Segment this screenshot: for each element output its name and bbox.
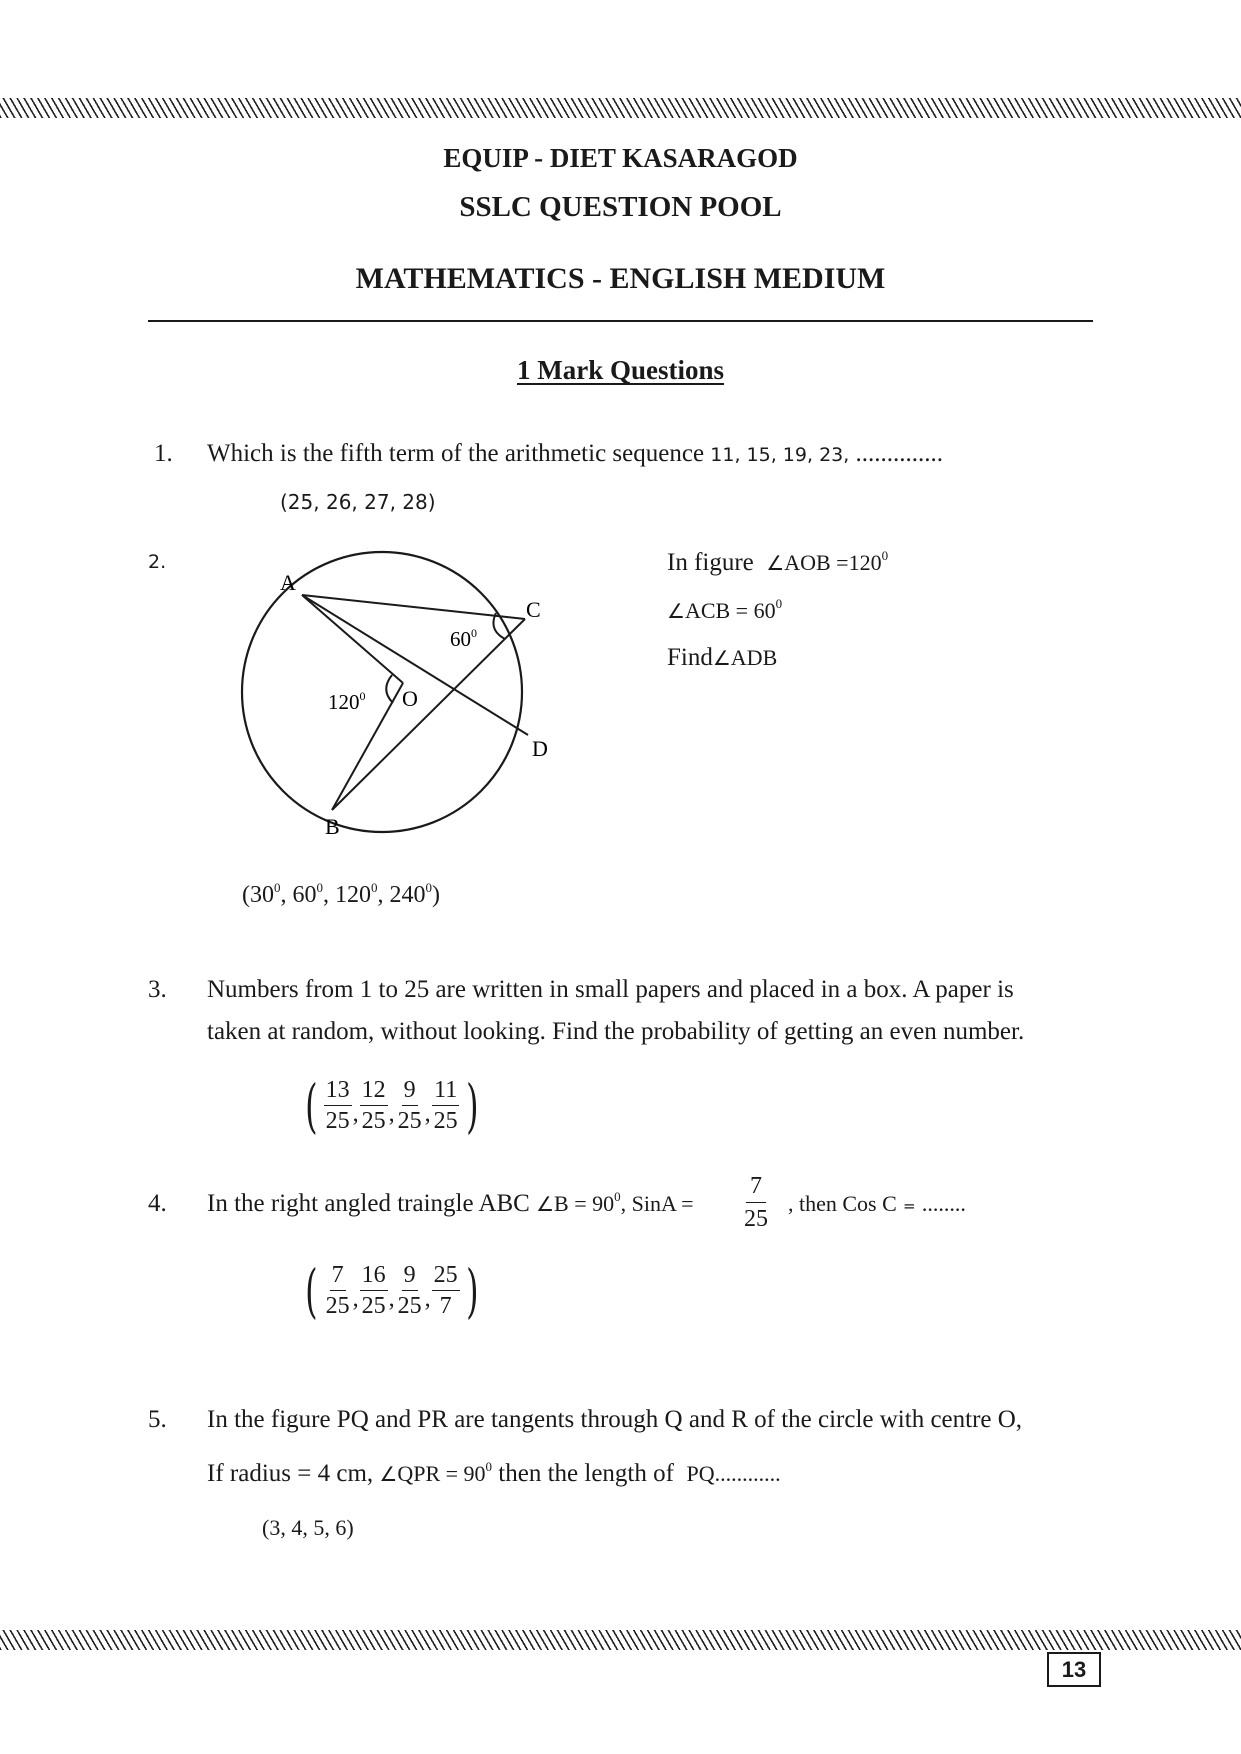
page-number: 13 (1047, 1652, 1101, 1687)
question-2-given-1: In figure ∠AOB $=120^0$ (667, 548, 889, 576)
subject-title: MATHEMATICS - ENGLISH MEDIUM (355, 262, 886, 295)
question-3-line-2: taken at random, without looking. Find the probability of getting an even number. (207, 1018, 1025, 1045)
org-title: EQUIP - DIET KASARAGOD (443, 143, 798, 173)
question-2-given-2: ∠ACB = $60^0$ (667, 596, 783, 623)
angle-c-value: $60^0$ (450, 626, 477, 651)
angle-icon: ∠ (667, 599, 685, 623)
question-3-number: 3. (148, 976, 167, 1003)
question-4-number: 4. (148, 1190, 167, 1217)
top-hatch-border (0, 98, 1241, 118)
question-5-line-1: In the figure PQ and PR are tangents through Q and R of the circle with centre O, (207, 1406, 1023, 1433)
angle-o-value: $120^0$ (328, 689, 366, 714)
question-1-prompt: Which is the fifth term of the arithmetic sequence (207, 440, 705, 467)
pool-title: SSLC QUESTION POOL (459, 191, 782, 223)
bottom-hatch-border (0, 1630, 1241, 1650)
label-a: A (280, 570, 296, 595)
option-fraction: $\frac{9}{25}$ (397, 1077, 422, 1134)
question-3-line-1: Numbers from 1 to 25 are written in small papers and placed in a box. A paper is (207, 976, 1014, 1003)
question-2-find: Find∠ADB (667, 644, 778, 671)
question-4-tail: , then Cos C = ........ (788, 1191, 966, 1216)
radius-oa (302, 595, 403, 683)
question-2-number: 2. (148, 551, 167, 573)
angle-o-arc (386, 675, 393, 703)
option-fraction: $\frac{25}{7}$ (433, 1262, 458, 1319)
label-c: C (526, 597, 541, 622)
circle-figure (240, 535, 570, 850)
label-d: D (532, 736, 548, 761)
question-1-number: 1. (154, 440, 173, 467)
angle-icon: ∠ (712, 646, 731, 670)
option-fraction: $\frac{16}{25}$ (361, 1262, 386, 1319)
title-divider (148, 320, 1093, 322)
question-4-text: In the right angled traingle ABC ∠B = $90^0$, SinA = (207, 1189, 694, 1217)
label-b: B (325, 814, 340, 839)
question-1-text (207, 440, 943, 468)
question-5-line-2: If radius = 4 cm, ∠QPR = $90^0$ then the length of PQ............ (207, 1459, 781, 1487)
option-fraction: $\frac{12}{25}$ (361, 1077, 386, 1134)
angle-icon: ∠ (536, 1192, 555, 1216)
option-fraction: $\frac{7}{25}$ (325, 1262, 350, 1319)
option-fraction: $\frac{9}{25}$ (397, 1262, 422, 1319)
angle-icon: ∠ (379, 1462, 398, 1486)
question-3-options: ( $\frac{13}{25}$ , $\frac{12}{25}$ , $\frac{9}{25}$ , $\frac{11}{25}$ ) (305, 1071, 479, 1140)
option-fraction: $\frac{11}{25}$ (433, 1077, 458, 1134)
label-o: O (402, 686, 418, 711)
question-1-options: (25, 26, 27, 28) (280, 490, 436, 514)
question-1-dots: .............. (855, 440, 944, 467)
question-2-options: ($30^0$, $60^0$, $120^0$, $240^0$) (242, 880, 440, 908)
question-5-options: (3, 4, 5, 6) (262, 1515, 354, 1540)
question-5-number: 5. (148, 1406, 167, 1433)
question-4-options: ( $\frac{7}{25}$ , $\frac{16}{25}$ , $\frac{9}{25}$ , $\frac{25}{7}$ ) (305, 1256, 479, 1325)
sin-a-fraction: $\frac{7}{25}$ (740, 1170, 772, 1235)
option-fraction: $\frac{13}{25}$ (325, 1077, 350, 1134)
section-title: 1 Mark Questions (516, 355, 724, 385)
angle-icon: ∠ (766, 551, 785, 575)
question-1-sequence: 11, 15, 19, 23, (710, 444, 850, 466)
